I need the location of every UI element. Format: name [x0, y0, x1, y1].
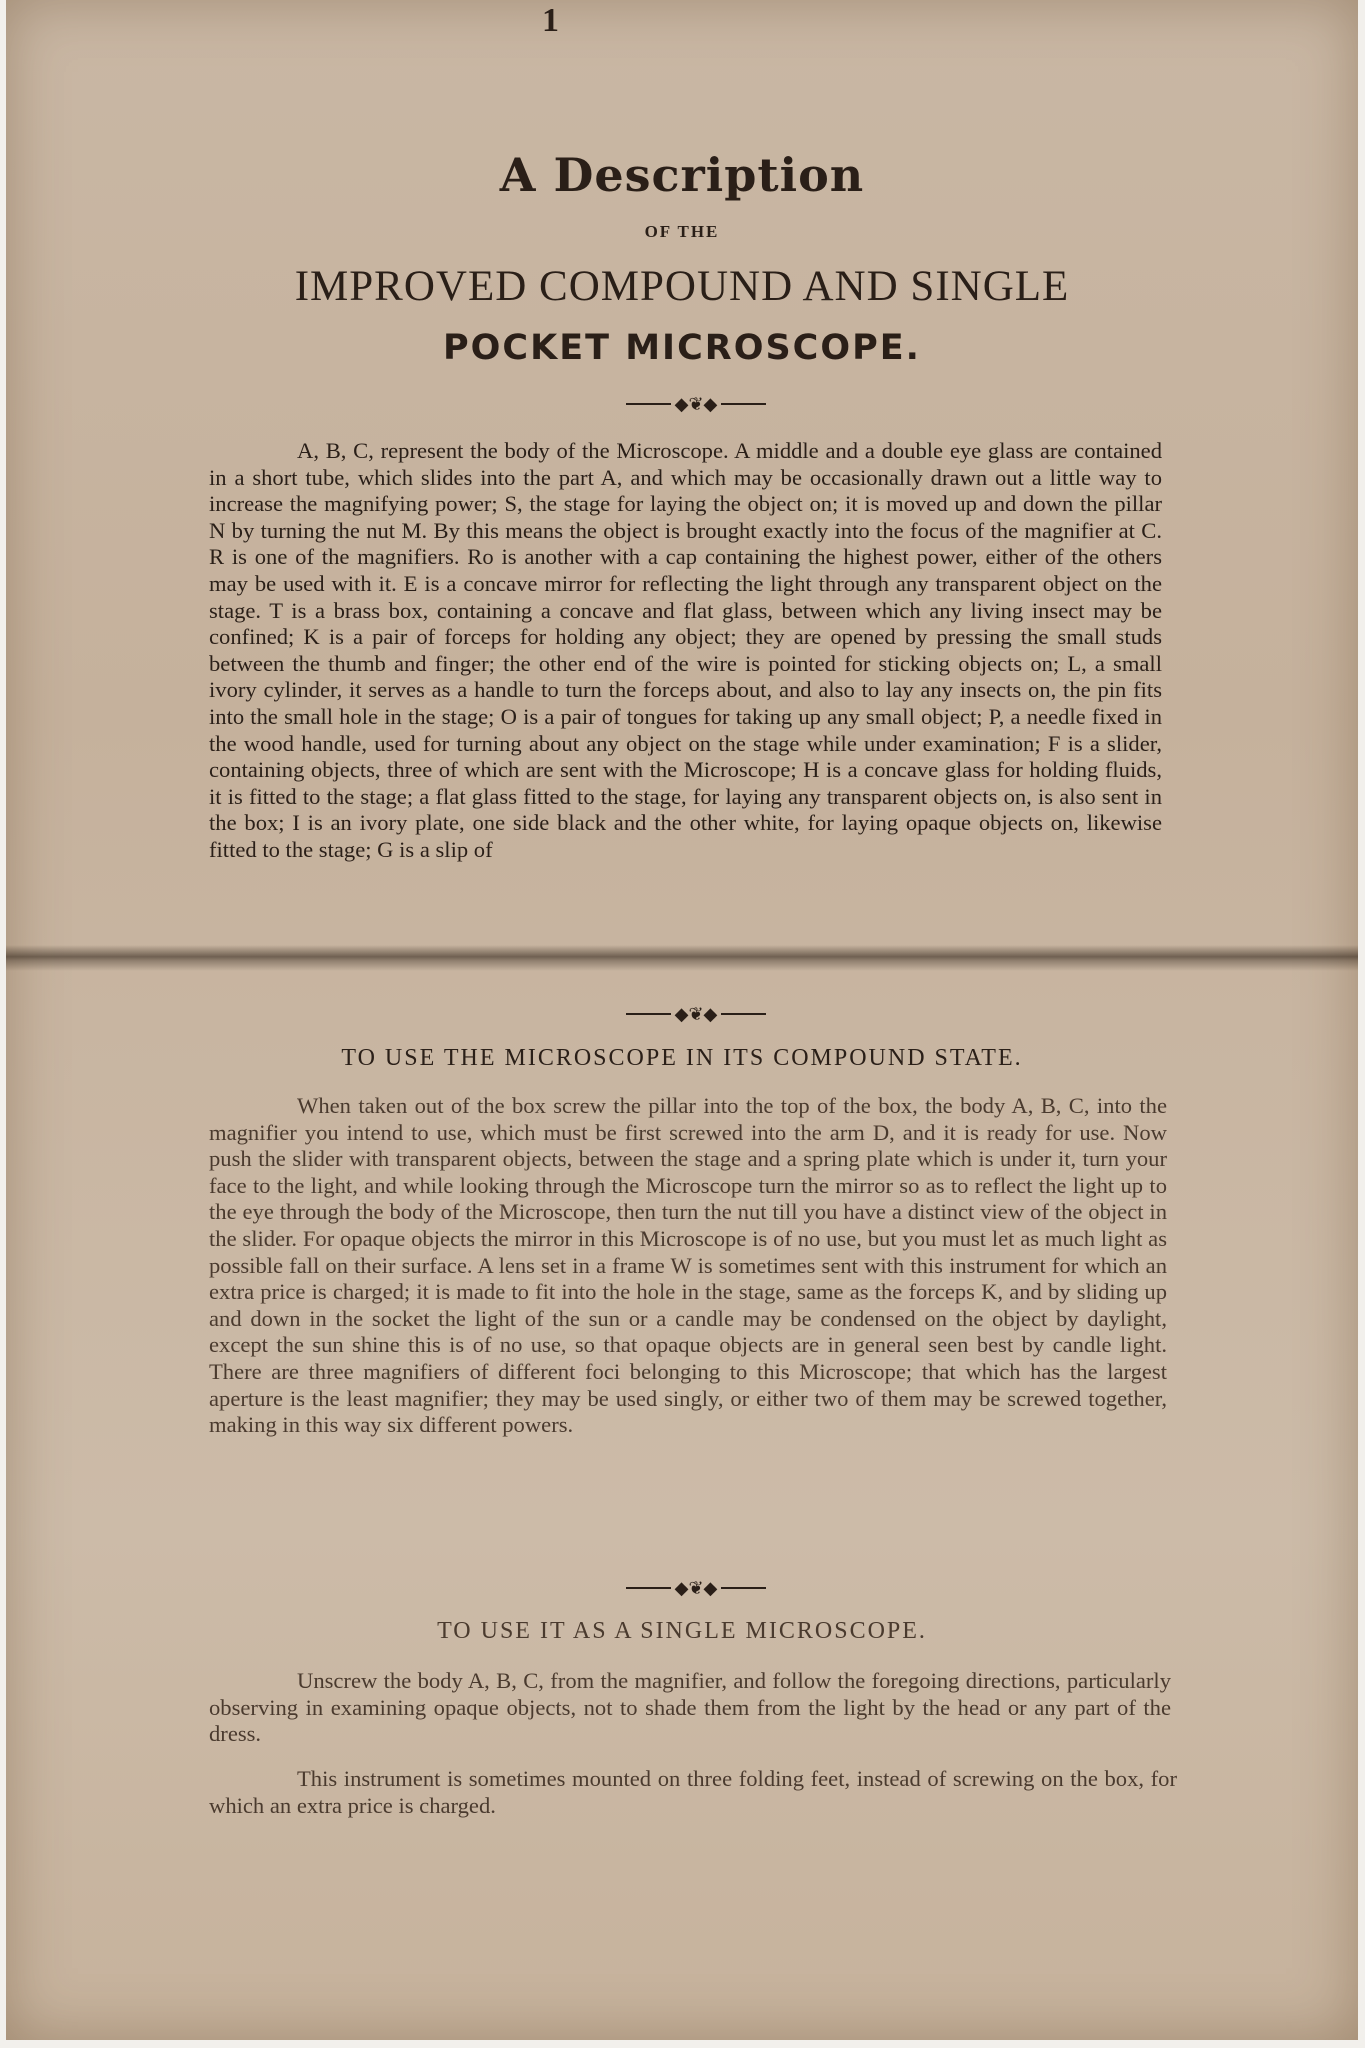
section2-text: Unscrew the body A, B, C, from the magnifier, and follow the foregoing directions, particularly observing in examining opaque objects, not to shade them from the light by the head or any part of the dress.: [209, 1668, 1171, 1747]
document-title-sub: POCKET MICROSCOPE.: [443, 328, 921, 368]
document-page: [6, 0, 1358, 2040]
ornament-glyph: ◆❦◆: [674, 1003, 718, 1024]
section1-text: When taken out of the box screw the pillar into the top of the box, the body A, B, C, into the magnifier you intend to use, which must be first screwed into the arm D, and it is ready for use. Now push the slider with transparent objects, between the stage and a spring plate which is under it, turn your face to the light, and while looking through the Microscope turn the mirror so as to reflect the light up to the eye through the body of the Microscope, then turn the nut till you have a distinct view of the object in the slider. For opaque objects the mirror in this Microscope is of no use, but you must let as much light as possible fall on their surface. A lens set in a frame W is sometimes sent with this instrument for which an extra price is charged; it is made to fit into the hole in the stage, same as the forceps K, and by sliding up and down in the socket the light of the sun or a candle may be condensed on the object by daylight, except the sun shine this is of no use, so that opaque objects are in general seen best by candle light. There are three magnifiers of different foci belonging to this Microscope; that which has the largest aperture is the least magnifier; they may be used singly, or either two of them may be screwed together, making in this way six different powers.: [209, 1093, 1167, 1438]
section2-note-paragraph: [209, 1766, 1177, 1819]
section1-paragraph: [209, 1093, 1167, 1439]
document-title-of: OF THE: [644, 222, 720, 241]
section2-note: This instrument is sometimes mounted on three folding feet, instead of screwing on the box, for which an extra price is charged.: [209, 1766, 1177, 1818]
intro-paragraph: [209, 438, 1162, 958]
document-title-main: IMPROVED COMPOUND AND SINGLE: [294, 263, 1070, 310]
document-title-decorative: A Description: [499, 148, 865, 202]
ornament-divider-lower: [626, 1578, 766, 1598]
intro-text: A, B, C, represent the body of the Microscope. A middle and a double eye glass are contained in a short tube, which slides into the part A, and which may be occasionally drawn out a little way to increase the magnifying power; S, the stage for laying the object on; it is moved up and down the pillar N by turning the nut M. By this means the object is brought exactly into the focus of the magnifier at C. R is one of the magnifiers. Ro is another with a cap containing the highest power, either of the others may be used with it. E is a concave mirror for reflecting the light through any transparent object on the stage. T is a brass box, containing a concave and flat glass, between which any living insect may be confined; K is a pair of forceps for holding any object; they are opened by pressing the small studs between the thumb and finger; the other end of the wire is pointed for sticking objects on; L, a small ivory cylinder, it serves as a handle to turn the forceps about, and also to lay any insects on, the pin fits into the small hole in the stage; O is a pair of tongues for taking up any small object; P, a needle fixed in the wood handle, used for turning about any object on the stage while under examination; F is a slider, containing objects, three of which are sent with the Microscope; H is a concave glass for holding fluids, it is fitted to the stage; a flat glass fitted to the stage, for laying any transparent objects on, is also sent in the box; I is an ivory plate, one side black and the other white, for laying opaque objects on, likewise fitted to the stage; G is a slip of: [209, 438, 1162, 862]
ornament-glyph: ◆❦◆: [674, 393, 718, 414]
section1-heading: TO USE THE MICROSCOPE IN ITS COMPOUND STATE.: [341, 1045, 1023, 1071]
ornament-divider-top: [626, 394, 766, 414]
section2-paragraph: [209, 1668, 1171, 1748]
section2-heading: TO USE IT AS A SINGLE MICROSCOPE.: [437, 1618, 927, 1644]
page-marker: 1: [542, 2, 559, 39]
ornament-divider-middle: [626, 1004, 766, 1024]
ornament-glyph: ◆❦◆: [674, 1577, 718, 1598]
page-fold-crease: [6, 945, 1358, 971]
